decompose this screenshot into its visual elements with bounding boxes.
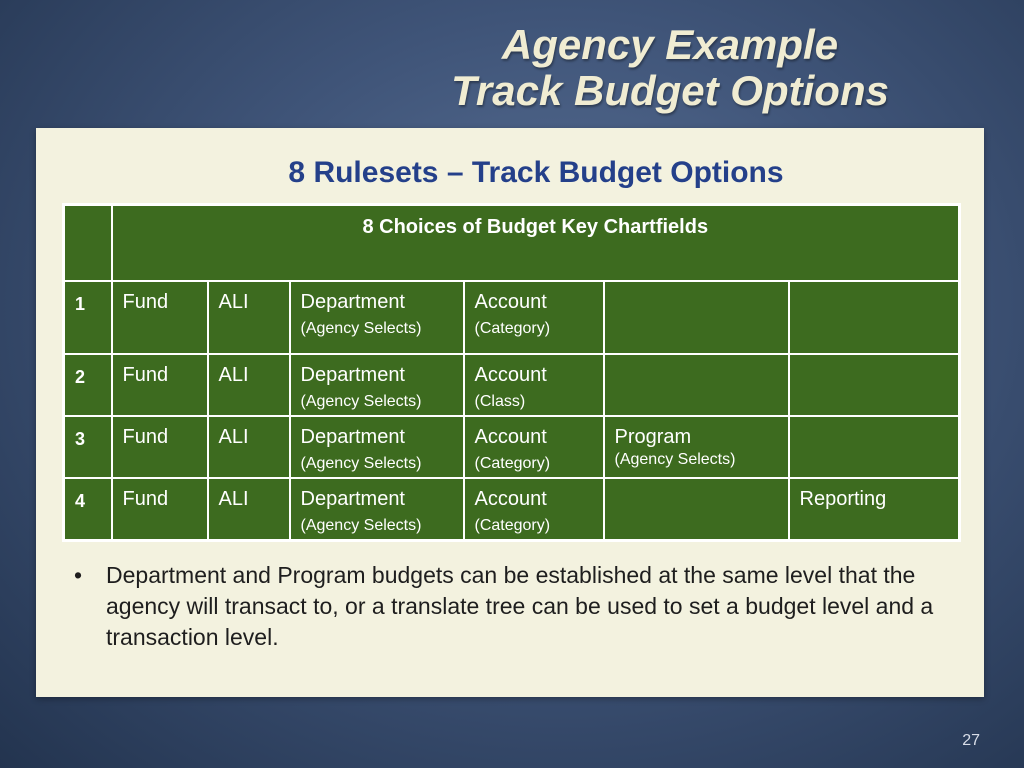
cell-program (605, 355, 788, 365)
department-note: (Agency Selects) (300, 393, 422, 410)
account-label: Account (474, 426, 547, 448)
cell-program (605, 479, 788, 489)
cell-department (291, 417, 463, 473)
account-label: Account (474, 488, 547, 510)
cell-account (465, 417, 603, 473)
department-label: Department (300, 426, 405, 448)
panel-subtitle: 8 Rulesets – Track Budget Options (288, 156, 784, 189)
cell-reporting (790, 355, 959, 365)
cell-account (465, 282, 603, 338)
program-note: (Agency Selects) (614, 451, 736, 468)
table-row (64, 281, 960, 354)
account-note: (Category) (474, 517, 551, 534)
account-note: (Category) (474, 320, 551, 337)
account-note: (Category) (474, 455, 551, 472)
account-label: Account (474, 291, 547, 313)
bullet-marker: • (74, 562, 83, 588)
cell-reporting (790, 282, 959, 292)
cell-account (465, 479, 603, 535)
header-blank-cell (64, 205, 112, 282)
slide-title-line1: Agency Example (501, 21, 839, 68)
department-label: Department (300, 291, 405, 313)
cell-fund: Fund (122, 291, 169, 313)
cell-ali: ALI (218, 364, 249, 386)
department-note: (Agency Selects) (300, 517, 422, 534)
department-label: Department (300, 488, 405, 510)
page-number: 27 (962, 732, 980, 749)
row-number: 1 (75, 294, 86, 314)
cell-fund: Fund (122, 488, 169, 510)
table-row (64, 416, 960, 478)
table-header-row (64, 205, 960, 282)
account-note: (Class) (474, 393, 526, 410)
cell-fund: Fund (122, 426, 169, 448)
table-row (64, 478, 960, 540)
cell-ali: ALI (218, 291, 249, 313)
cell-program (605, 417, 788, 469)
cell-department (291, 355, 463, 411)
cell-program (605, 282, 788, 292)
slide-title-line2: Track Budget Options (451, 67, 889, 114)
department-note: (Agency Selects) (300, 320, 422, 337)
row-number: 3 (75, 429, 86, 449)
cell-account (465, 355, 603, 411)
row-number: 4 (75, 491, 86, 511)
cell-fund: Fund (122, 364, 169, 386)
row-number: 2 (75, 367, 86, 387)
cell-ali: ALI (218, 488, 249, 510)
content-panel (36, 128, 984, 697)
table-header: 8 Choices of Budget Key Chartfields (112, 205, 960, 282)
account-label: Account (474, 364, 547, 386)
cell-reporting: Reporting (799, 488, 887, 510)
bullet-point (74, 560, 934, 653)
program-label: Program (614, 426, 692, 448)
bullet-text: Department and Program budgets can be established at the same level that the agency will transact to, or a translate tree can be used to set a budget level and a transaction level. (106, 562, 934, 650)
chartfields-table (62, 203, 961, 542)
table-row (64, 354, 960, 416)
cell-ali: ALI (218, 426, 249, 448)
department-label: Department (300, 364, 405, 386)
department-note: (Agency Selects) (300, 455, 422, 472)
slide-title (380, 22, 960, 114)
cell-department (291, 479, 463, 535)
cell-department (291, 282, 463, 338)
cell-reporting (790, 417, 959, 427)
